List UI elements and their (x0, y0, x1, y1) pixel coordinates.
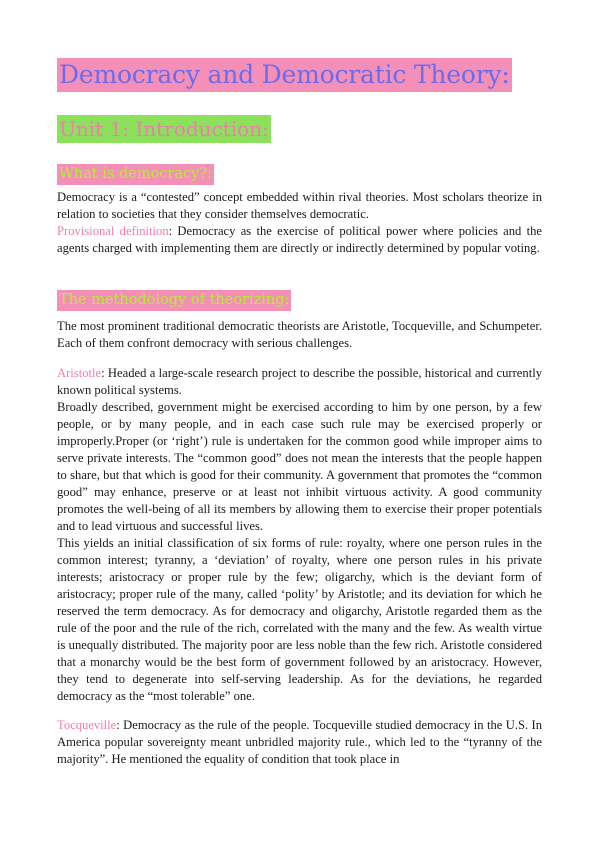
methodology-intro (57, 318, 542, 352)
aristotle-paragraph (57, 365, 542, 399)
theorists-intro-paragraph: The most prominent traditional democratic theorists are Aristotle, Tocqueville, and Schumpeter. Each of them confront democracy with serious challenges. (57, 319, 542, 350)
tocqueville-label: Tocqueville (57, 718, 117, 732)
classification-paragraph: This yields an initial classification of six forms of rule: royalty, where one person rules in the common interest; tyranny, a ‘deviation’ of royalty, where one person rules in his private interests; aristocracy or proper rule by the few; oligarchy, which is the deviant form of aristocracy; proper rule of the many, called ‘polity’ by Aristotle; and its deviation for which he reserved the term democracy. As for democracy and oligarchy, Aristotle regarded them as the rule of the poor and the rule of the rich, correlated with the many and the few. As wealth virtue is unequally distributed. The majority poor are less noble than the few rich. Aristotle considered that a monarchy would be the best form of government followed by an aristocracy. However, they tend to degenerate into self-serving leadership. As for the deviations, he regarded democracy as the “most tolerable” one. (57, 536, 542, 703)
document-title: Democracy and Democratic Theory: (57, 58, 512, 92)
methodology-heading: The methodology of theorizing: (57, 290, 291, 311)
aristotle-text: : Headed a large-scale research project to describe the possible, historical and currently known political systems. (57, 366, 542, 397)
provisional-definition-label: Provisional definition (57, 224, 169, 238)
what-section-body (57, 189, 542, 257)
tocqueville-section (57, 717, 542, 768)
provisional-definition-text: : Democracy as the exercise of political power where policies and the agents charged with implementing them are directly or indirectly determined by popular voting. (57, 224, 543, 255)
methodology-heading-block (57, 289, 291, 311)
tocqueville-text: : Democracy as the rule of the people. Tocqueville studied democracy in the U.S. In America popular sovereignty meant unbridled majority rule., which led to the “tyranny of the majority”. He mentioned the equality of condition that took place in (57, 718, 542, 766)
contested-concept-paragraph: Democracy is a “contested” concept embedded within rival theories. Most scholars theorize in relation to societies that they consider themselves democratic. (57, 190, 542, 221)
broadly-described-paragraph: Broadly described, government might be exercised according to him by one person, by a few people, or by many people, and in each case such rule may be exercised properly or improperly.Proper (or ‘right’) rule is undertaken for the common good while improper aims to serve private interests. The “common good” does not mean the interests that the people happen to share, but that which is good for their community. A government that promotes the “common good” may enhance, preserve or at least not inhibit virtuous activity. A good community promotes the well-being of all its members by allowing them to exercise their proper potentials and to lead virtuous and successful lives. (57, 400, 542, 533)
aristotle-section (57, 365, 542, 705)
aristotle-label: Aristotle (57, 366, 102, 380)
tocqueville-paragraph (57, 717, 542, 768)
unit-heading-block (57, 115, 271, 143)
what-is-democracy-heading: What is democracy?: (57, 164, 214, 185)
unit-heading: Unit 1: Introduction: (59, 117, 269, 141)
what-heading-block (57, 163, 214, 185)
title-block (57, 58, 512, 92)
provisional-definition-paragraph (57, 223, 542, 257)
